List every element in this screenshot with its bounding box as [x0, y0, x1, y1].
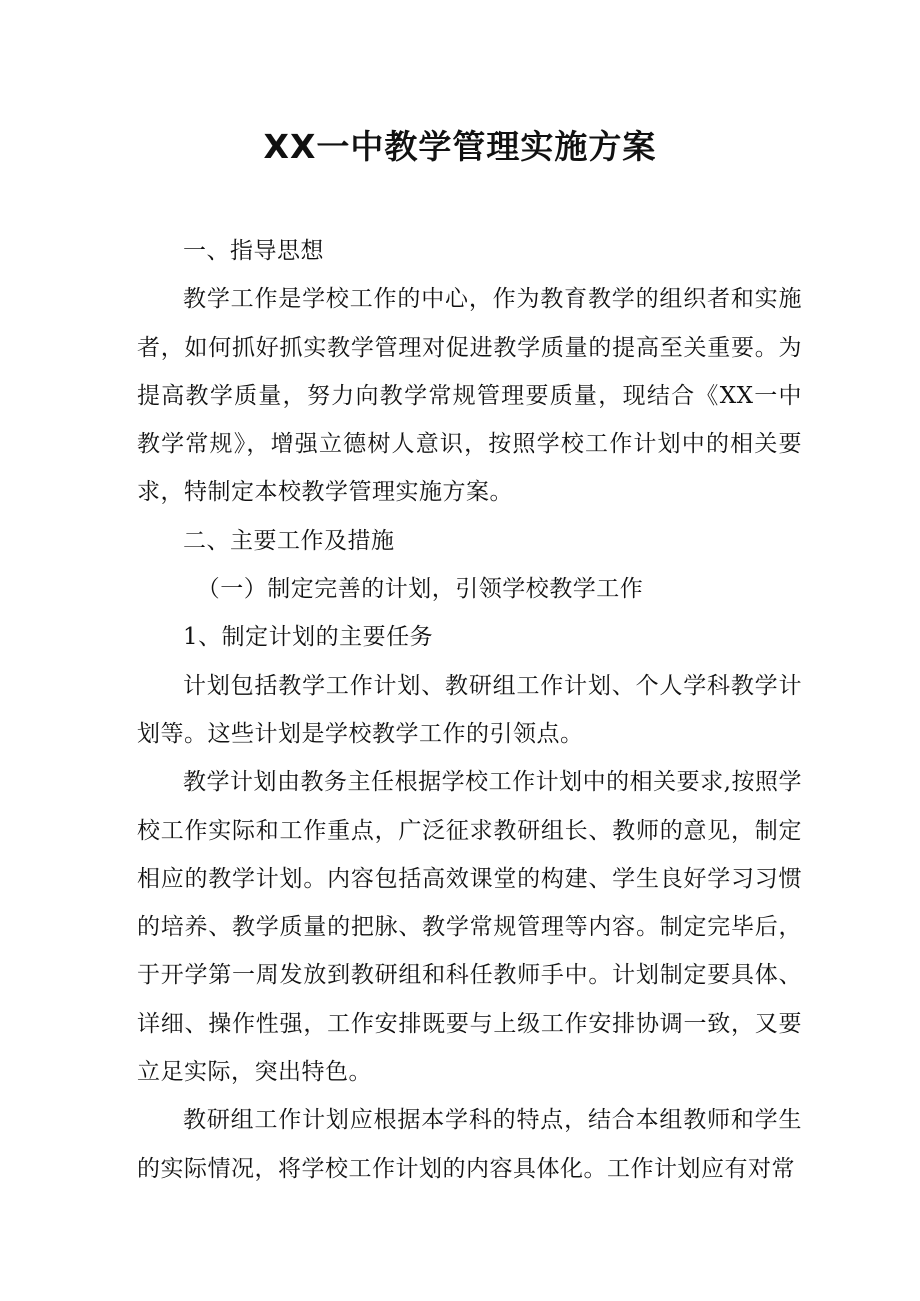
document-body: [137, 227, 802, 1193]
paragraph-plan-types: 计划包括教学工作计划、教研组工作计划、个人学科教学计划等。这些计划是学校教学工作的引领点。: [137, 672, 802, 747]
paragraph-research-group-plan: 教研组工作计划应根据本学科的特点，结合本组教师和学生的实际情况，将学校工作计划的内容具体化。工作计划应有对常: [137, 1107, 802, 1182]
subsection-heading-plan: （一）制定完善的计划，引领学校教学工作: [196, 576, 644, 603]
item-heading-plan-tasks: 1、制定计划的主要任务: [183, 624, 434, 651]
section-heading-main-work: 二、主要工作及措施: [183, 527, 395, 554]
section-heading-guiding-ideology: 一、指导思想: [183, 238, 324, 264]
paragraph-teaching-plan: 教学计划由教务主任根据学校工作计划中的相关要求,按照学校工作实际和工作重点，广泛征求教研组长、教师的意见，制定相应的教学计划。内容包括高效课堂的构建、学生良好学习习惯的培养、教学质量的把脉、教学常规管理等内容。制定完毕后，于开学第一周发放到教研组和科任教师手中。计划制定要具体、详细、操作性强，工作安排既要与上级工作安排协调一致，又要立足实际，突出特色。: [137, 769, 802, 1086]
paragraph-guiding-ideology: 教学工作是学校工作的中心，作为教育教学的组织者和实施者，如何抓好抓实教学管理对促进教学质量的提高至关重要。为提高教学质量，努力向教学常规管理要质量，现结合《XX一中教学常规》，增强立德树人意识，按照学校工作计划中的相关要求，特制定本校教学管理实施方案。: [137, 286, 802, 506]
document-title: XX一中教学管理实施方案: [263, 127, 657, 166]
